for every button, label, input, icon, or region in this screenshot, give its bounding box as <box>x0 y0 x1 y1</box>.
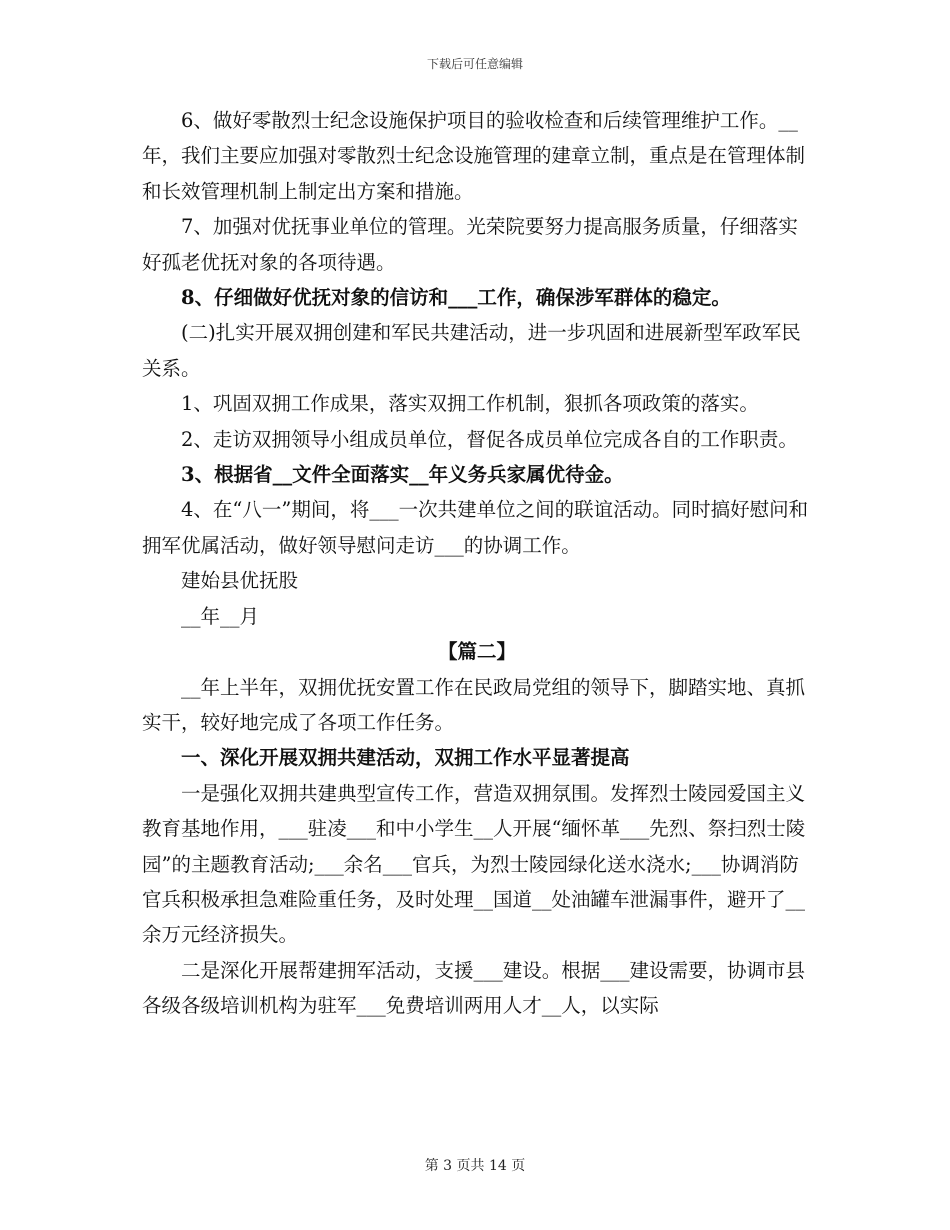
signature-org: 建始县优抚股 <box>181 569 299 593</box>
paragraph-item-4: 4、在“八一”期间，将___一次共建单位之间的联谊活动。同时搞好慰问和拥军优属活动，做好领导慰问走访___的协调工作。 <box>142 498 809 557</box>
paragraph-item-8: 8、仔细做好优抚对象的信访和___工作，确保涉军群体的稳定。 <box>181 286 731 310</box>
paragraph-item-3: 3、根据省__文件全面落实__年义务兵家属优待金。 <box>181 463 624 487</box>
paragraph-item-7: 7、加强对优抚事业单位的管理。光荣院要努力提高服务质量，仔细落实好孤老优抚对象的各项待遇。 <box>142 215 798 274</box>
paragraph-item-1: 1、巩固双拥工作成果，落实双拥工作机制，狠抓各项政策的落实。 <box>181 392 759 416</box>
body-paragraph-2: 二是深化开展帮建拥军活动，支援___建设。根据___建设需要，协调市县各级各级培训机构为驻军___免费培训两用人才__人，以实际 <box>142 958 806 1018</box>
body-paragraph-1: 一是强化双拥共建典型宣传工作，营造双拥氛围。发挥烈士陵园爱国主义教育基地作用，___驻凌___和中小学生__人开展“缅怀革___先烈、祭扫烈士陵园”的主题教育活动;___余名___官兵，为烈士陵园绿化送水浇水;___协调消防官兵积极承担急难险重任务，及时处理__国道__处油罐车泄漏事件，避开了__余万元经济损失。 <box>142 781 806 947</box>
page-header: 下载后可任意编辑 <box>426 57 523 71</box>
section-heading-2: (二)扎实开展双拥创建和军民共建活动，进一步巩固和进展新型军政军民关系。 <box>142 321 801 380</box>
intro-paragraph: __年上半年，双拥优抚安置工作在民政局党组的领导下，脚踏实地、真抓实干，较好地完成了各项工作任务。 <box>142 675 806 734</box>
signature-date: __年__月 <box>181 604 260 628</box>
paragraph-item-2: 2、走访双拥领导小组成员单位，督促各成员单位完成各自的工作职责。 <box>181 427 798 451</box>
page-footer: 第 3 页共 14 页 <box>424 1158 526 1174</box>
section-heading-1: 一、深化开展双拥共建活动，双拥工作水平显著提高 <box>181 746 630 770</box>
document-body <box>142 103 812 1024</box>
paragraph-item-6: 6、做好零散烈士纪念设施保护项目的验收检查和后续管理维护工作。__年，我们主要应加强对零散烈士纪念设施管理的建章立制，重点是在管理体制和长效管理机制上制定出方案和措施。 <box>142 109 806 203</box>
article-title: 【篇二】 <box>437 640 516 664</box>
